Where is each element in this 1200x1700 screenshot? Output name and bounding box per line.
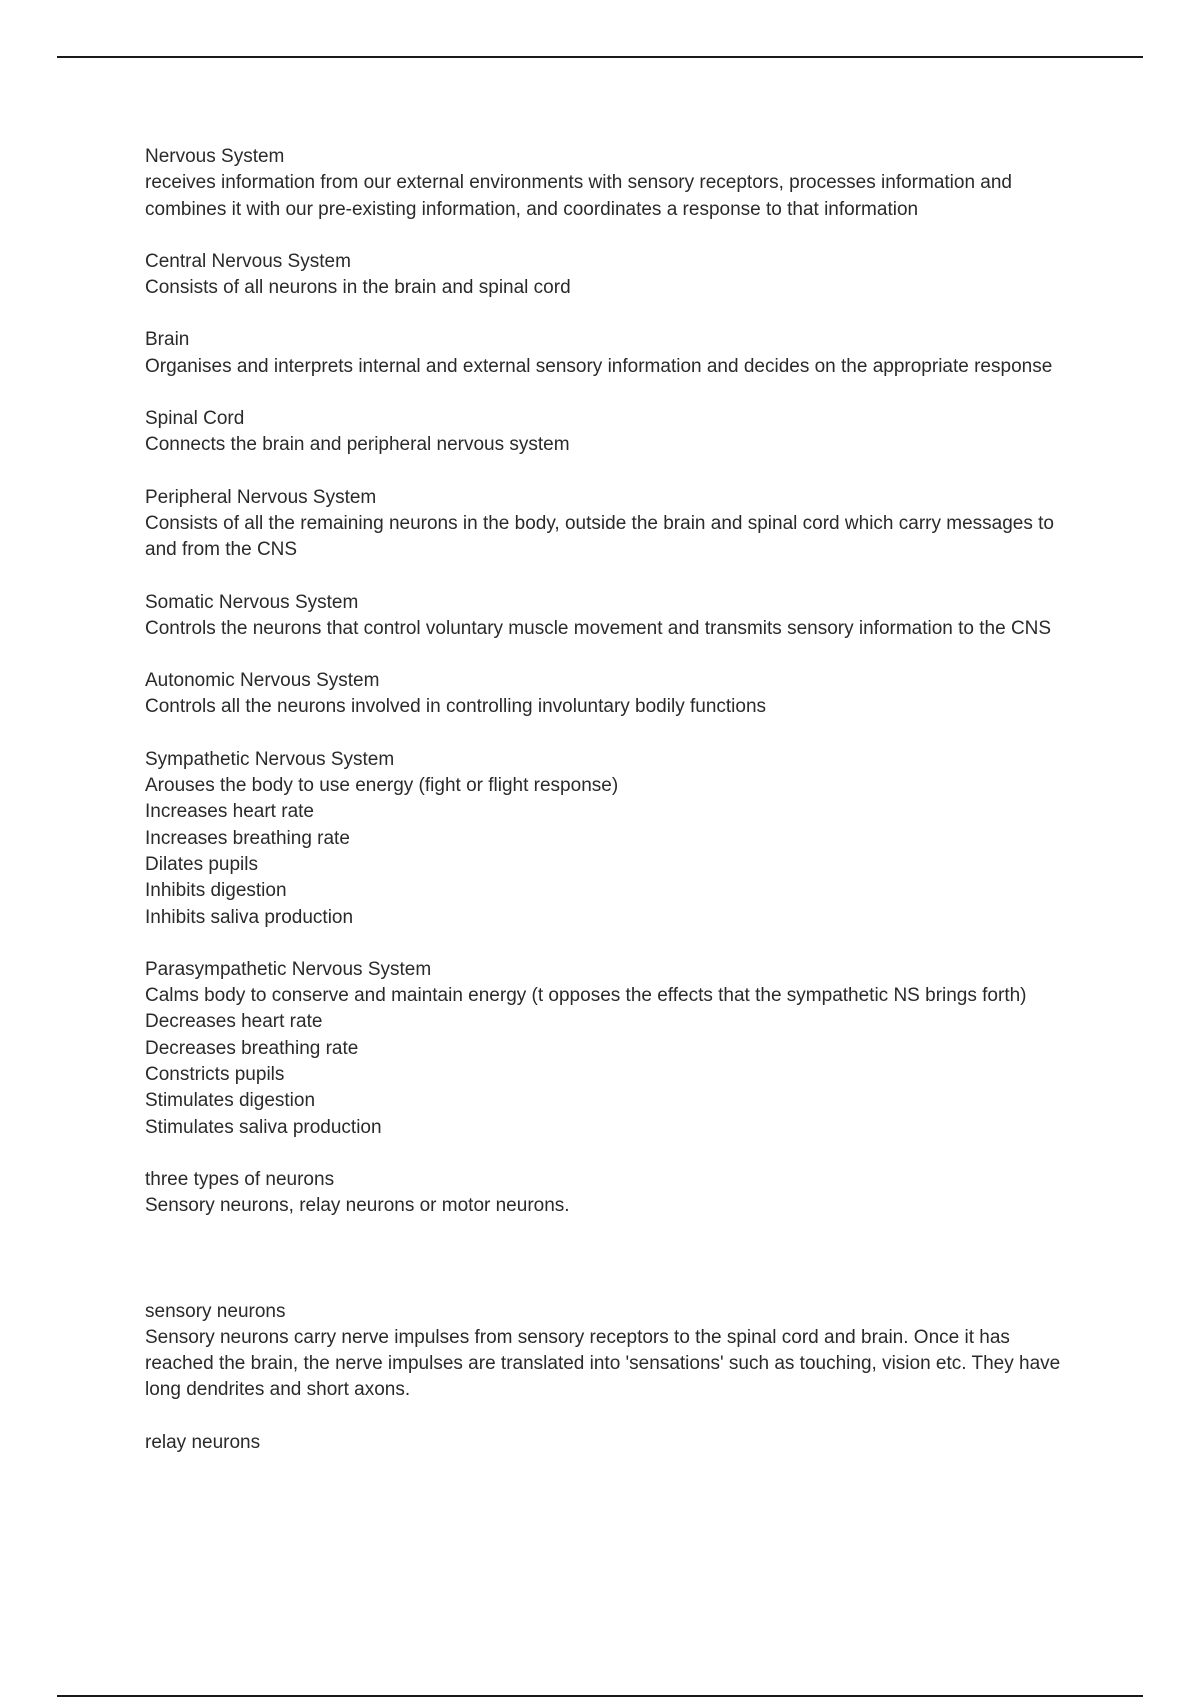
header-rule <box>57 56 1143 58</box>
entry-brain <box>145 327 1075 380</box>
entry-somatic-nervous-system <box>145 590 1075 643</box>
definition-point: Decreases breathing rate <box>145 1037 359 1059</box>
definition-point: Constricts pupils <box>145 1064 285 1086</box>
term: Peripheral Nervous System <box>145 486 377 508</box>
entry-sympathetic-nervous-system <box>145 747 1075 931</box>
definition: Arouses the body to use energy (fight or flight response) <box>145 775 619 797</box>
definition: Sensory neurons carry nerve impulses from sensory receptors to the spinal cord and brain. Once it has reached the brain, the nerve impulses are translated into 'sensations' such as touching, vision etc. They have long dendrites and short axons. <box>145 1326 1061 1401</box>
definition: receives information from our external environments with sensory receptors, processes information and combines it with our pre-existing information, and coordinates a response to that information <box>145 172 1012 220</box>
flashcard-list <box>145 144 1075 1482</box>
term: Autonomic Nervous System <box>145 670 380 692</box>
definition-point: Stimulates saliva production <box>145 1116 382 1138</box>
definition-point: Decreases heart rate <box>145 1011 323 1033</box>
entry-peripheral-nervous-system <box>145 485 1075 564</box>
definition: Controls the neurons that control voluntary muscle movement and transmits sensory information to the CNS <box>145 617 1052 639</box>
definition: Controls all the neurons involved in controlling involuntary bodily functions <box>145 696 767 718</box>
term: Parasympathetic Nervous System <box>145 958 432 980</box>
definition: Calms body to conserve and maintain energy (t opposes the effects that the sympathetic NS brings forth) <box>145 985 1027 1007</box>
definition: Organises and interprets internal and external sensory information and decides on the appropriate response <box>145 355 1053 377</box>
definition: Consists of all the remaining neurons in the body, outside the brain and spinal cord which carry messages to and from the CNS <box>145 512 1054 561</box>
entry-parasympathetic-nervous-system <box>145 957 1075 1141</box>
term: Nervous System <box>145 146 285 167</box>
entry-spinal-cord <box>145 406 1075 459</box>
entry-sensory-neurons <box>145 1299 1075 1404</box>
entry-central-nervous-system <box>145 249 1075 302</box>
entry-autonomic-nervous-system <box>145 668 1075 721</box>
entry-nervous-system <box>145 144 1075 223</box>
definition-point: Increases breathing rate <box>145 827 350 849</box>
definition-point: Inhibits saliva production <box>145 906 354 928</box>
definition: Consists of all neurons in the brain and spinal cord <box>145 277 571 299</box>
definition-point: Inhibits digestion <box>145 880 287 902</box>
term: Brain <box>145 329 190 351</box>
definition: Connects the brain and peripheral nervous system <box>145 434 570 456</box>
term: Spinal Cord <box>145 408 245 430</box>
term: Sympathetic Nervous System <box>145 748 395 770</box>
footer-rule <box>57 1695 1143 1697</box>
term: Central Nervous System <box>145 250 351 272</box>
definition: Sensory neurons, relay neurons or motor neurons. <box>145 1195 570 1217</box>
term: three types of neurons <box>145 1168 335 1190</box>
term: sensory neurons <box>145 1300 286 1322</box>
entry-three-types-of-neurons <box>145 1167 1075 1220</box>
definition-point: Increases heart rate <box>145 801 314 823</box>
term: relay neurons <box>145 1431 261 1453</box>
definition-point: Stimulates digestion <box>145 1090 316 1112</box>
term: Somatic Nervous System <box>145 591 359 613</box>
entry-relay-neurons <box>145 1430 1075 1456</box>
definition-point: Dilates pupils <box>145 853 258 875</box>
